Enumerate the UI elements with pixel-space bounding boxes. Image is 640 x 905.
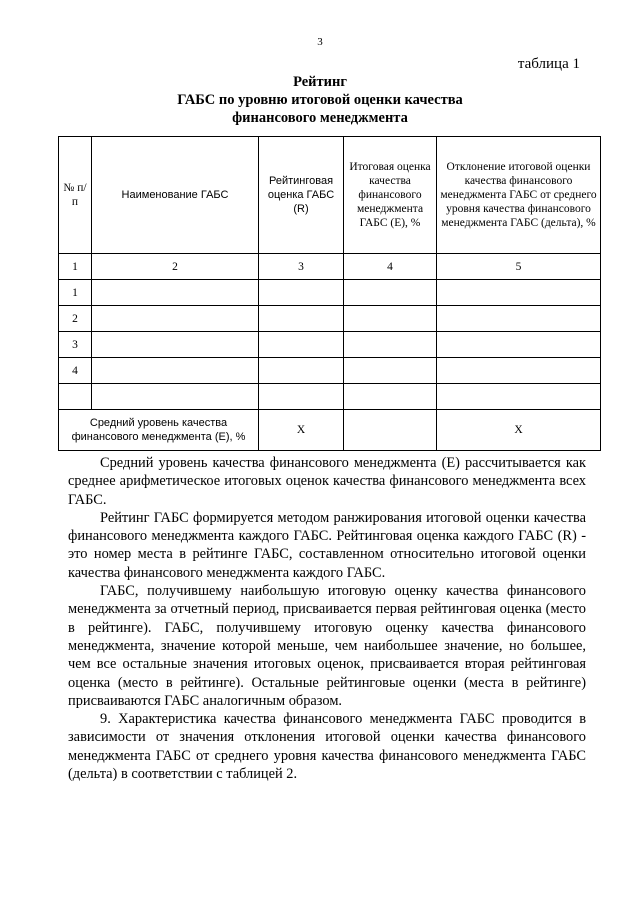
empty-cell [259, 332, 344, 358]
column-number-row [59, 254, 601, 280]
empty-cell [344, 306, 437, 332]
empty-cell [92, 306, 259, 332]
body-text [68, 454, 586, 783]
column-number: 2 [92, 254, 259, 280]
table-row [59, 280, 601, 306]
page-number: 3 [317, 36, 323, 48]
header-score: Итоговая оценка качества финансового менеджмента ГАБС (E), % [344, 137, 437, 254]
header-deviation: Отклонение итоговой оценки качества финансового менеджмента ГАБС от среднего уровня качества финансового менеджмента ГАБС (дельта), % [437, 137, 601, 254]
footer-deviation-mark: X [437, 410, 601, 451]
column-number: 4 [344, 254, 437, 280]
empty-cell [344, 410, 437, 451]
empty-cell [344, 358, 437, 384]
empty-cell [92, 384, 259, 410]
table-row [59, 384, 601, 410]
empty-cell [259, 358, 344, 384]
title-line-2: ГАБС по уровню итоговой оценки качества [177, 92, 463, 108]
empty-cell [259, 280, 344, 306]
table-row [59, 332, 601, 358]
empty-cell [437, 358, 601, 384]
footer-label: Средний уровень качества финансового менеджмента (E), % [59, 410, 259, 451]
empty-cell [437, 306, 601, 332]
empty-cell [92, 332, 259, 358]
title-line-3: финансового менеджмента [232, 110, 408, 126]
table-row [59, 306, 601, 332]
empty-cell [344, 332, 437, 358]
row-number: 1 [59, 280, 92, 306]
row-number: 2 [59, 306, 92, 332]
empty-cell [92, 280, 259, 306]
empty-cell [259, 384, 344, 410]
header-rating: Рейтинговая оценка ГАБС (R) [259, 137, 344, 254]
row-number [59, 384, 92, 410]
empty-cell [437, 384, 601, 410]
column-number: 3 [259, 254, 344, 280]
empty-cell [92, 358, 259, 384]
empty-cell [437, 332, 601, 358]
empty-cell [344, 280, 437, 306]
header-num: № п/п [59, 137, 92, 254]
paragraph: Рейтинг ГАБС формируется методом ранжирования итоговой оценки качества финансового менеджмента каждого ГАБС. Рейтинговая оценка каждого ГАБС (R) - это номер места в рейтинге ГАБС, составленном относительно итоговой оценки качества финансового менеджмента каждого ГАБС. [68, 509, 586, 581]
empty-cell [344, 384, 437, 410]
row-number: 3 [59, 332, 92, 358]
empty-cell [259, 306, 344, 332]
table-title [0, 73, 640, 127]
paragraph: 9. Характеристика качества финансового менеджмента ГАБС проводится в зависимости от значения отклонения итоговой оценки качества финансового менеджмента ГАБС от среднего уровня качества финансового менеджмента ГАБС (дельта) в соответствии с таблицей 2. [68, 711, 586, 783]
column-number: 1 [59, 254, 92, 280]
table-header-row [59, 137, 601, 254]
row-number: 4 [59, 358, 92, 384]
empty-cell [437, 280, 601, 306]
header-name: Наименование ГАБС [92, 137, 259, 254]
column-number: 5 [437, 254, 601, 280]
table-footer-row [59, 410, 601, 451]
table-label: таблица 1 [517, 56, 580, 72]
title-line-1: Рейтинг [293, 74, 347, 90]
paragraph: ГАБС, получившему наибольшую итоговую оценку качества финансового менеджмента за отчетный период, присваивается первая рейтинговая оценка (место в рейтинге). ГАБС, получившему итоговую оценку качества финансового менеджмента, значение которой меньше, чем наибольшее значение, но большее, чем все остальные значения итоговых оценок, присваивается вторая рейтинговая оценка (место в рейтинге). Остальные рейтинговые оценки (места в рейтинге) присваиваются ГАБС аналогичным образом. [68, 583, 586, 709]
footer-rating-mark: X [259, 410, 344, 451]
paragraph: Средний уровень качества финансового менеджмента (E) рассчитывается как среднее арифметическое итоговых оценок качества финансового менеджмента всех ГАБС. [68, 455, 586, 508]
rating-table [58, 136, 601, 451]
table-row [59, 358, 601, 384]
